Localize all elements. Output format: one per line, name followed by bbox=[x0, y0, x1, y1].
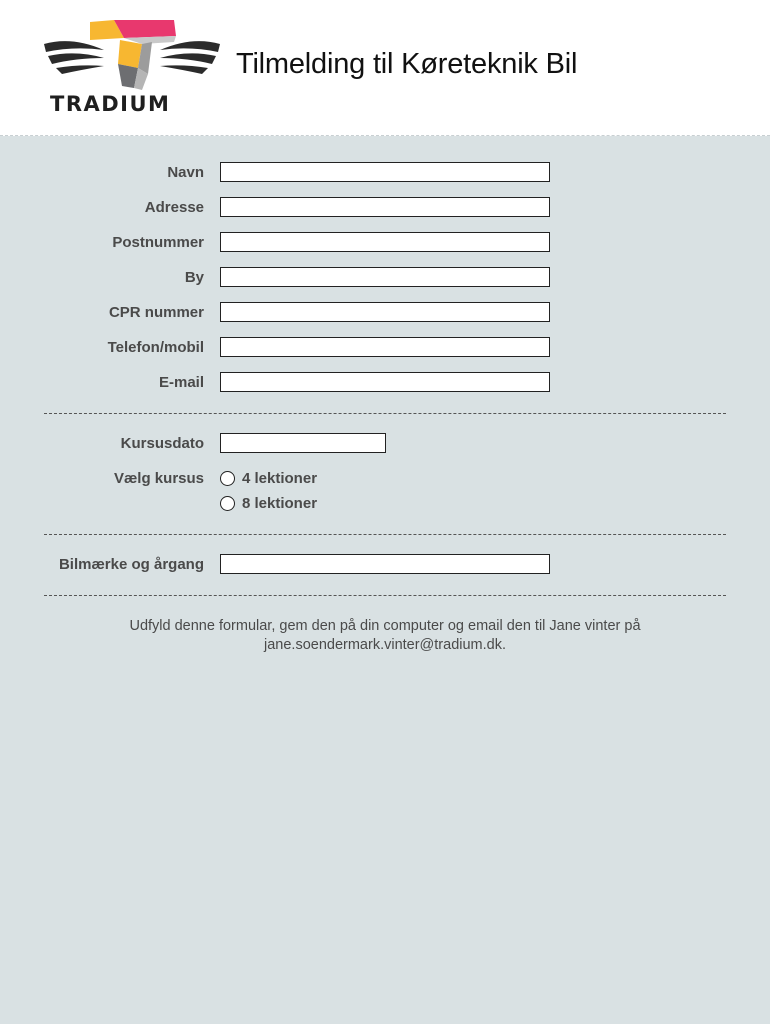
section-divider bbox=[44, 534, 726, 535]
address-label: Adresse bbox=[144, 199, 204, 216]
page-title: Tilmelding til Køreteknik Bil bbox=[236, 48, 578, 80]
radio-4-lessons[interactable] bbox=[220, 471, 235, 486]
course-date-input[interactable] bbox=[220, 433, 386, 453]
phone-label: Telefon/mobil bbox=[107, 339, 204, 356]
radio-8-lessons-label: 8 lektioner bbox=[242, 495, 318, 512]
tradium-logo bbox=[42, 16, 222, 120]
name-input[interactable] bbox=[220, 162, 550, 182]
postal-code-label: Postnummer bbox=[112, 234, 204, 251]
postal-code-input[interactable] bbox=[220, 232, 550, 252]
section-divider bbox=[44, 413, 726, 414]
city-label: By bbox=[184, 269, 204, 286]
radio-8-lessons[interactable] bbox=[220, 496, 235, 511]
car-input[interactable] bbox=[220, 554, 550, 574]
phone-input[interactable] bbox=[220, 337, 550, 357]
city-input[interactable] bbox=[220, 267, 550, 287]
cpr-number-label: CPR nummer bbox=[108, 304, 204, 321]
section-divider bbox=[44, 595, 726, 596]
cpr-number-input[interactable] bbox=[220, 302, 550, 322]
instructions-note: Udfyld denne formular, gem den på din computer og email den til Jane vinter på jane.soendermark.vinter@tradium.dk. bbox=[129, 618, 641, 653]
address-input[interactable] bbox=[220, 197, 550, 217]
radio-4-lessons-label: 4 lektioner bbox=[242, 470, 318, 487]
email-input[interactable] bbox=[220, 372, 550, 392]
name-label: Navn bbox=[167, 164, 204, 181]
course-date-label: Kursusdato bbox=[120, 435, 204, 452]
tradium-logo-mark bbox=[42, 16, 222, 96]
header bbox=[0, 0, 770, 136]
email-label: E-mail bbox=[158, 374, 204, 391]
course-choice-label: Vælg kursus bbox=[113, 470, 204, 487]
car-label: Bilmærke og årgang bbox=[58, 556, 204, 573]
logo-wordmark: TRADIUM bbox=[50, 92, 171, 116]
